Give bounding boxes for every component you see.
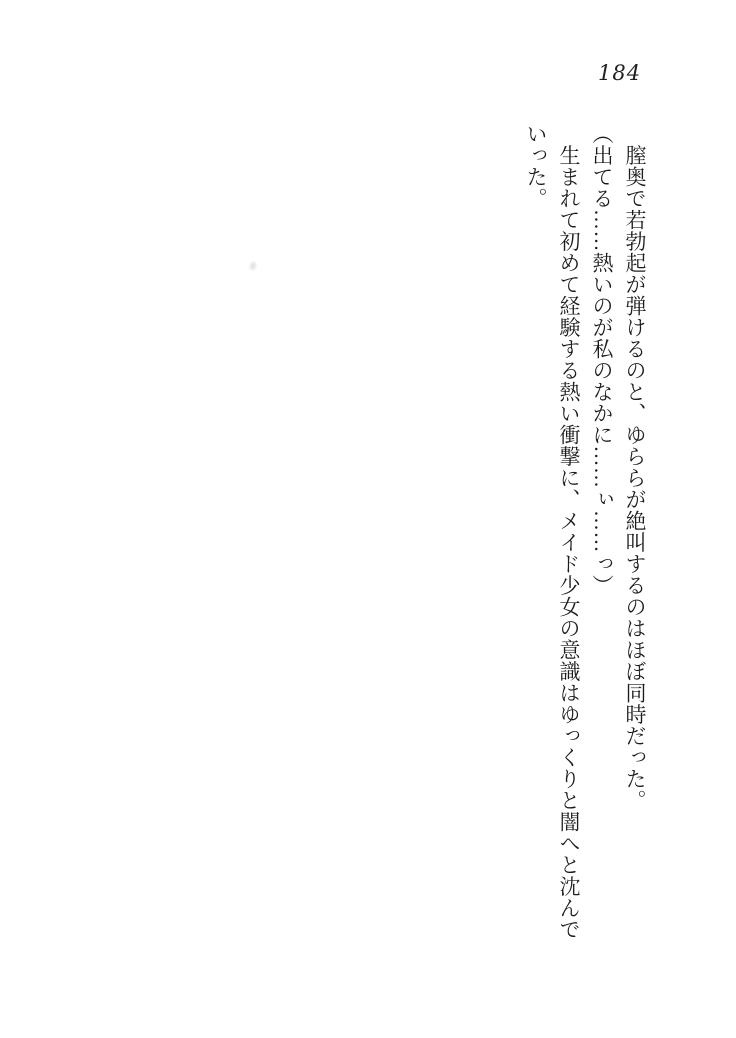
text-line-4: いった。 xyxy=(524,123,548,209)
text-line-3: 生まれて初めて経験する熱い衝撃に、メイド少女の意識はゆっくりと闇へと沈んで xyxy=(557,123,581,940)
scan-artifact xyxy=(249,261,257,271)
text-line-1: 膣奥で若勃起が弾けるのと、ゆららが絶叫するのはほぼ同時だった。 xyxy=(623,123,647,811)
page-number: 184 xyxy=(598,61,642,85)
body-text xyxy=(519,123,651,975)
text-line-2: （出てる……熱いのが私のなかに……ぃ……っ） xyxy=(590,123,614,596)
